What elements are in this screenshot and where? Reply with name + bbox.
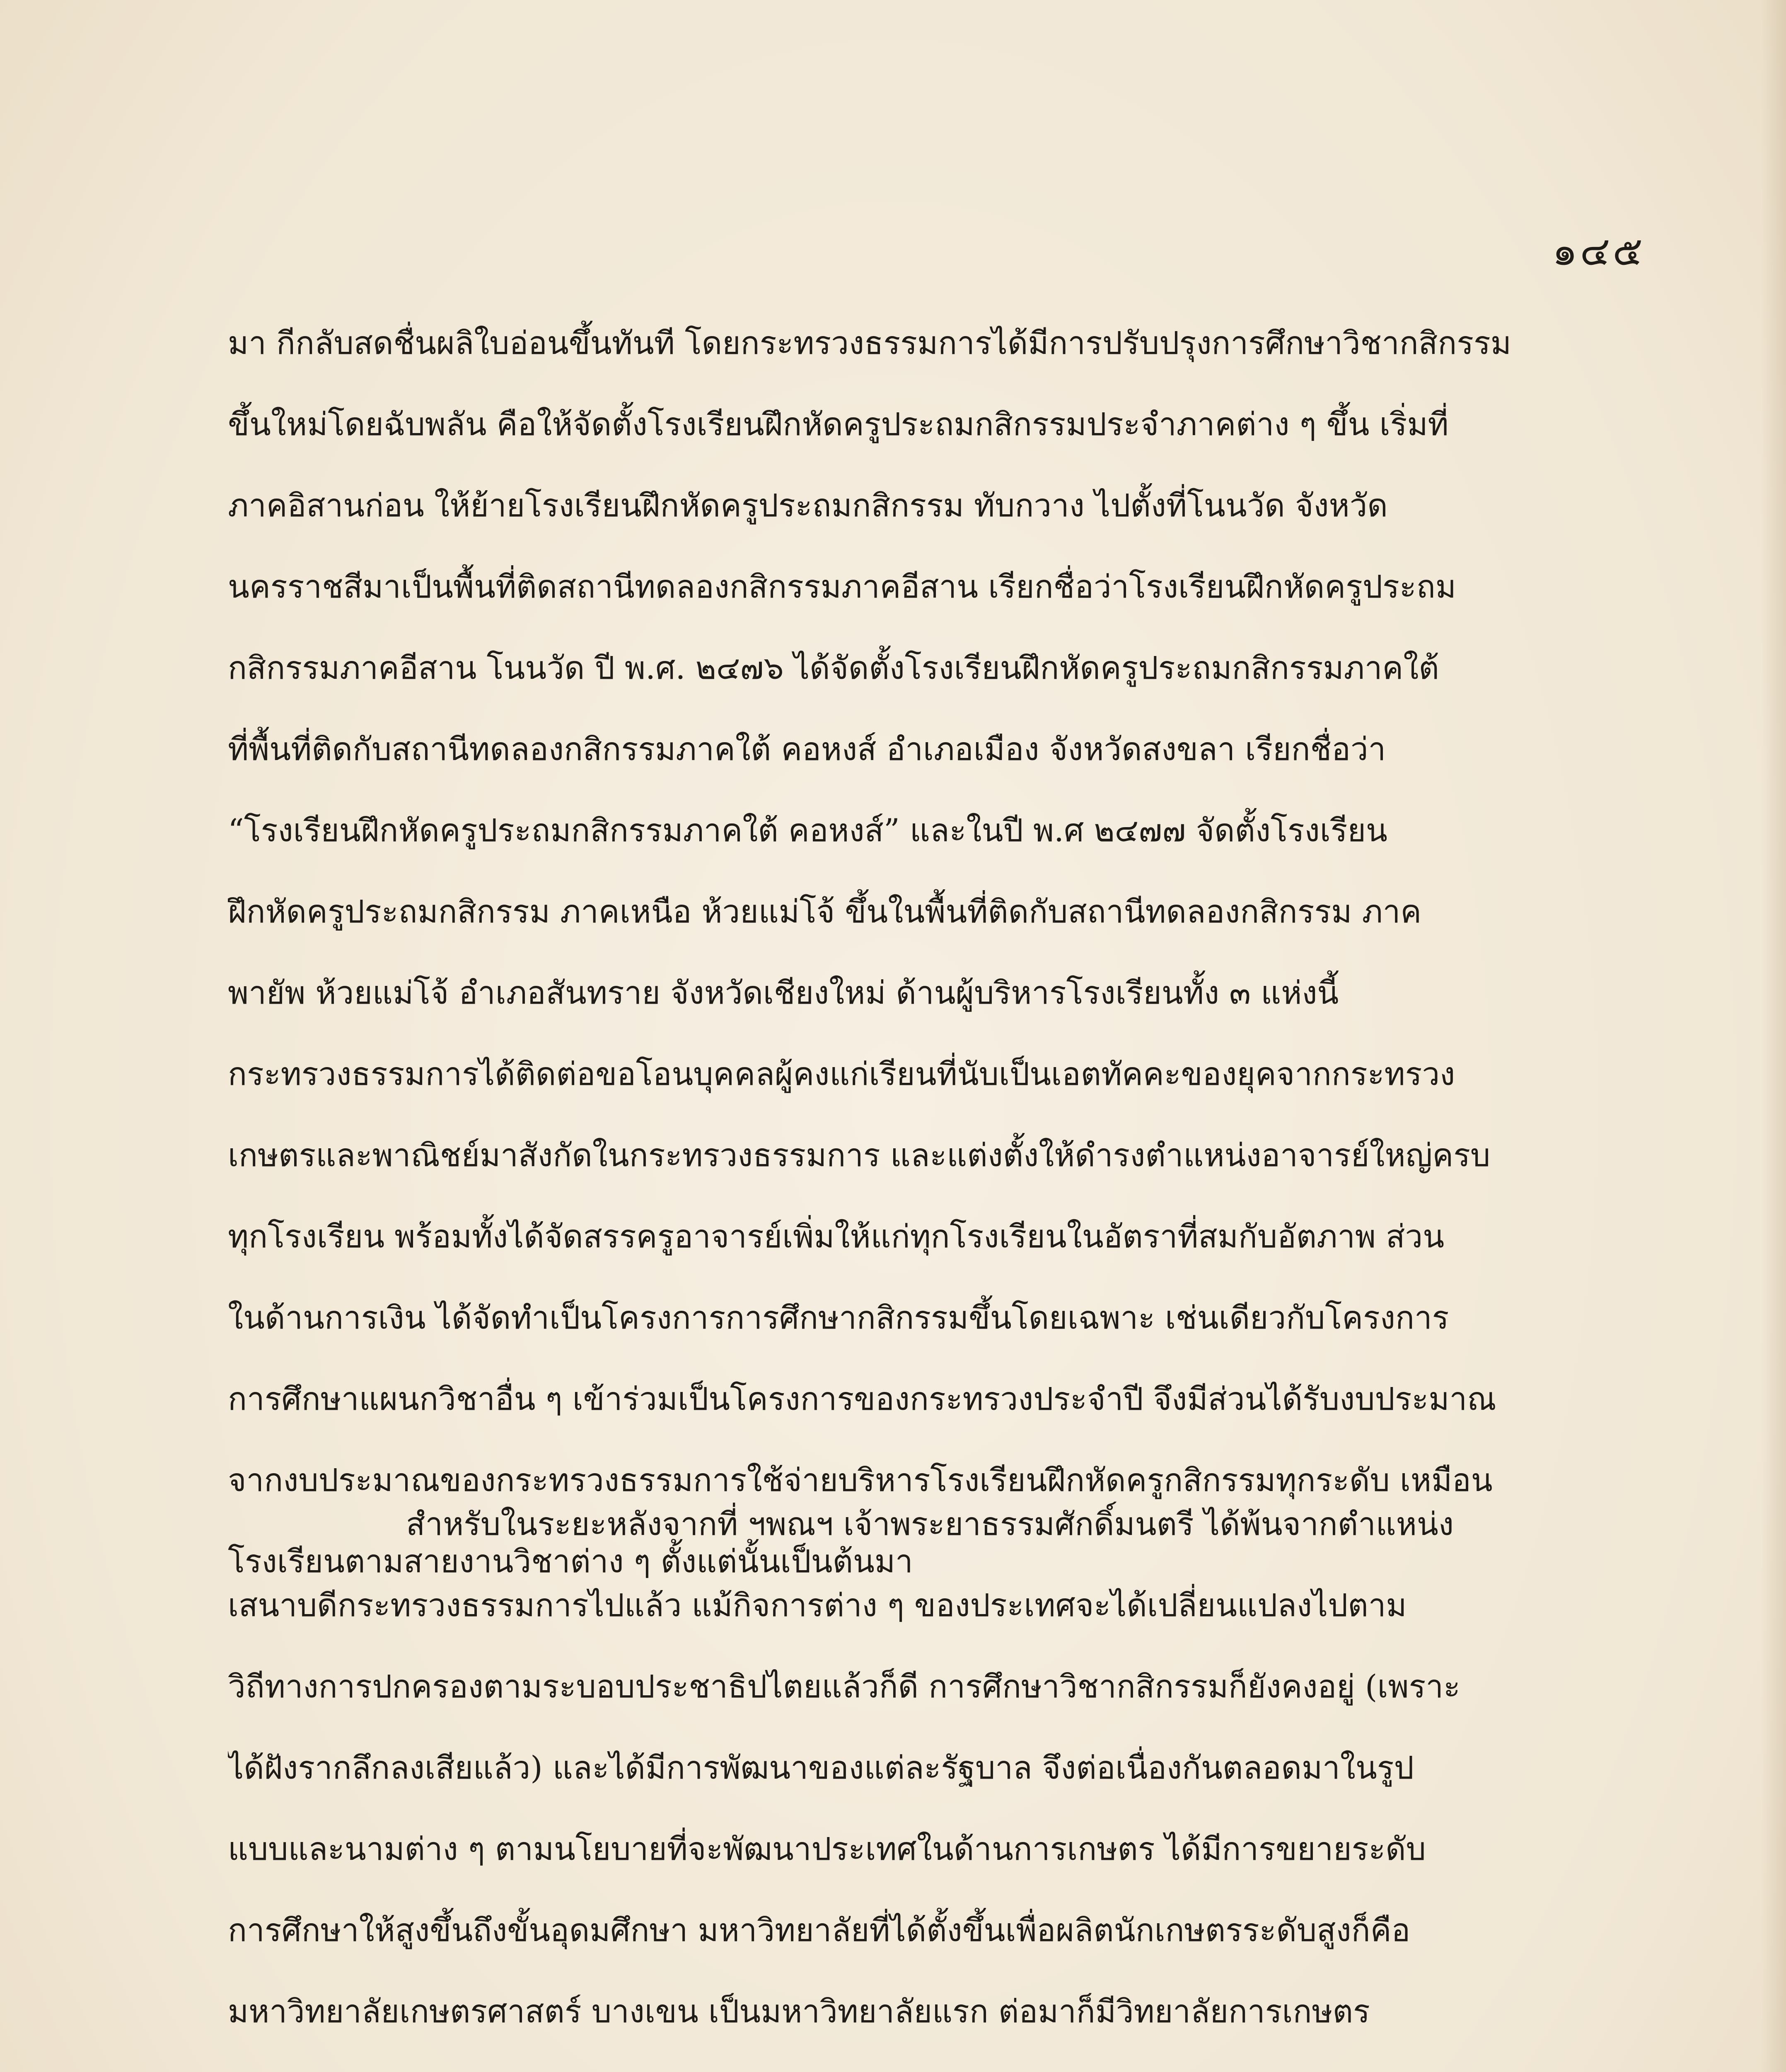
text-line: ได้ฝังรากลึกลงเสียแล้ว) และได้มีการพัฒนาของแต่ละรัฐบาล จึงต่อเนื่องกันตลอดมาในรูป	[228, 1749, 1414, 1786]
text-line: มหาวิทยาลัยเกษตรศาสตร์ บางเขน เป็นมหาวิทยาลัยแรก ต่อมาก็มีวิทยาลัยการเกษตร	[228, 1993, 1370, 2030]
text-line: จากงบประมาณของกระทรวงธรรมการใช้จ่ายบริหารโรงเรียนฝึกหัดครูกสิกรรมทุกระดับ เหมือน	[228, 1462, 1493, 1498]
text-line: ขึ้นใหม่โดยฉับพลัน คือให้จัดตั้งโรงเรียนฝึกหัดครูประถมกสิกรรมประจำภาคต่าง ๆ ขึ้น เริ่มที่	[228, 406, 1449, 443]
paragraph-1	[228, 303, 1653, 1602]
text-line: มา กีกลับสดชื่นผลิใบอ่อนขึ้นทันที โดยกระทรวงธรรมการได้มีการปรับปรุงการศึกษาวิชากสิกรรม	[228, 324, 1511, 361]
page-number: ๑๔๕	[1552, 228, 1645, 274]
text-line: “โรงเรียนฝึกหัดครูประถมกสิกรรมภาคใต้ คอหงส์” และในปี พ.ศ ๒๔๗๗ จัดตั้งโรงเรียน	[228, 812, 1387, 849]
text-line: กระทรวงธรรมการได้ติดต่อขอโอนบุคคลผู้คงแก่เรียนที่นับเป็นเอตทัคคะของยุคจากกระทรวง	[228, 1055, 1455, 1092]
text-line: ในด้านการเงิน ได้จัดทำเป็นโครงการการศึกษากสิกรรมขึ้นโดยเฉพาะ เช่นเดียวกับโครงการ	[228, 1299, 1449, 1336]
text-line: กสิกรรมภาคอีสาน โนนวัด ปี พ.ศ. ๒๔๗๖ ได้จัดตั้งโรงเรียนฝึกหัดครูประถมกสิกรรมภาคใต้	[228, 649, 1439, 686]
text-line	[228, 2052, 1653, 2072]
page-edge-shadow	[1761, 0, 1786, 2072]
paragraph-2	[228, 1484, 1653, 2072]
text-line: นครราชสีมาเป็นพื้นที่ติดสถานีทดลองกสิกรรมภาคอีสาน เรียกชื่อว่าโรงเรียนฝึกหัดครูประถม	[228, 568, 1456, 605]
text-line: เสนาบดีกระทรวงธรรมการไปแล้ว แม้กิจการต่าง ๆ ของประเทศจะได้เปลี่ยนแปลงไปตาม	[228, 1587, 1407, 1624]
text-line: ทุกโรงเรียน พร้อมทั้งได้จัดสรรครูอาจารย์เพิ่มให้แก่ทุกโรงเรียนในอัตราที่สมกับอัตภาพ ส่วน	[228, 1218, 1445, 1255]
text-line: ที่พื้นที่ติดกับสถานีทดลองกสิกรรมภาคใต้ คอหงส์ อำเภอเมือง จังหวัดสงขลา เรียกชื่อว่า	[228, 731, 1386, 767]
text-line: โรงเรียนตามสายงานวิชาต่าง ๆ ตั้งแต่นั้นเป็นต้นมา	[228, 1543, 913, 1580]
text-line: วิถีทางการปกครองตามระบอบประชาธิปไตยแล้วก็ดี การศึกษาวิชากสิกรรมก็ยังคงอยู่ (เพราะ	[228, 1668, 1460, 1705]
text-line-indented: สำหรับในระยะหลังจากที่ ฯพณฯ เจ้าพระยาธรรมศักดิ์มนตรี ได้พ้นจากตำแหน่ง	[406, 1506, 1454, 1542]
text-line: แบบและนามต่าง ๆ ตามนโยบายที่จะพัฒนาประเทศในด้านการเกษตร ได้มีการขยายระดับ	[228, 1830, 1426, 1867]
text-line: เกษตรและพาณิชย์มาสังกัดในกระทรวงธรรมการ และแต่งตั้งให้ดำรงตำแหน่งอาจารย์ใหญ่ครบ	[228, 1137, 1491, 1174]
text-line: การศึกษาแผนกวิชาอื่น ๆ เข้าร่วมเป็นโครงการของกระทรวงประจำปี จึงมีส่วนได้รับงบประมาณ	[228, 1380, 1496, 1417]
text-line: การศึกษาให้สูงขึ้นถึงขั้นอุดมศึกษา มหาวิทยาลัยที่ได้ตั้งขึ้นเพื่อผลิตนักเกษตรระดับสูงก็คือ	[228, 1912, 1411, 1949]
text-line: ภาคอิสานก่อน ให้ย้ายโรงเรียนฝึกหัดครูประถมกสิกรรม ทับกวาง ไปตั้งที่โนนวัด จังหวัด	[228, 487, 1388, 524]
text-line: พายัพ ห้วยแม่โจ้ อำเภอสันทราย จังหวัดเชียงใหม่ ด้านผู้บริหารโรงเรียนทั้ง ๓ แห่งนี้	[228, 974, 1339, 1011]
text-line: ฝึกหัดครูประถมกสิกรรม ภาคเหนือ ห้วยแม่โจ้ ขึ้นในพื้นที่ติดกับสถานีทดลองกสิกรรม ภาค	[228, 893, 1422, 930]
